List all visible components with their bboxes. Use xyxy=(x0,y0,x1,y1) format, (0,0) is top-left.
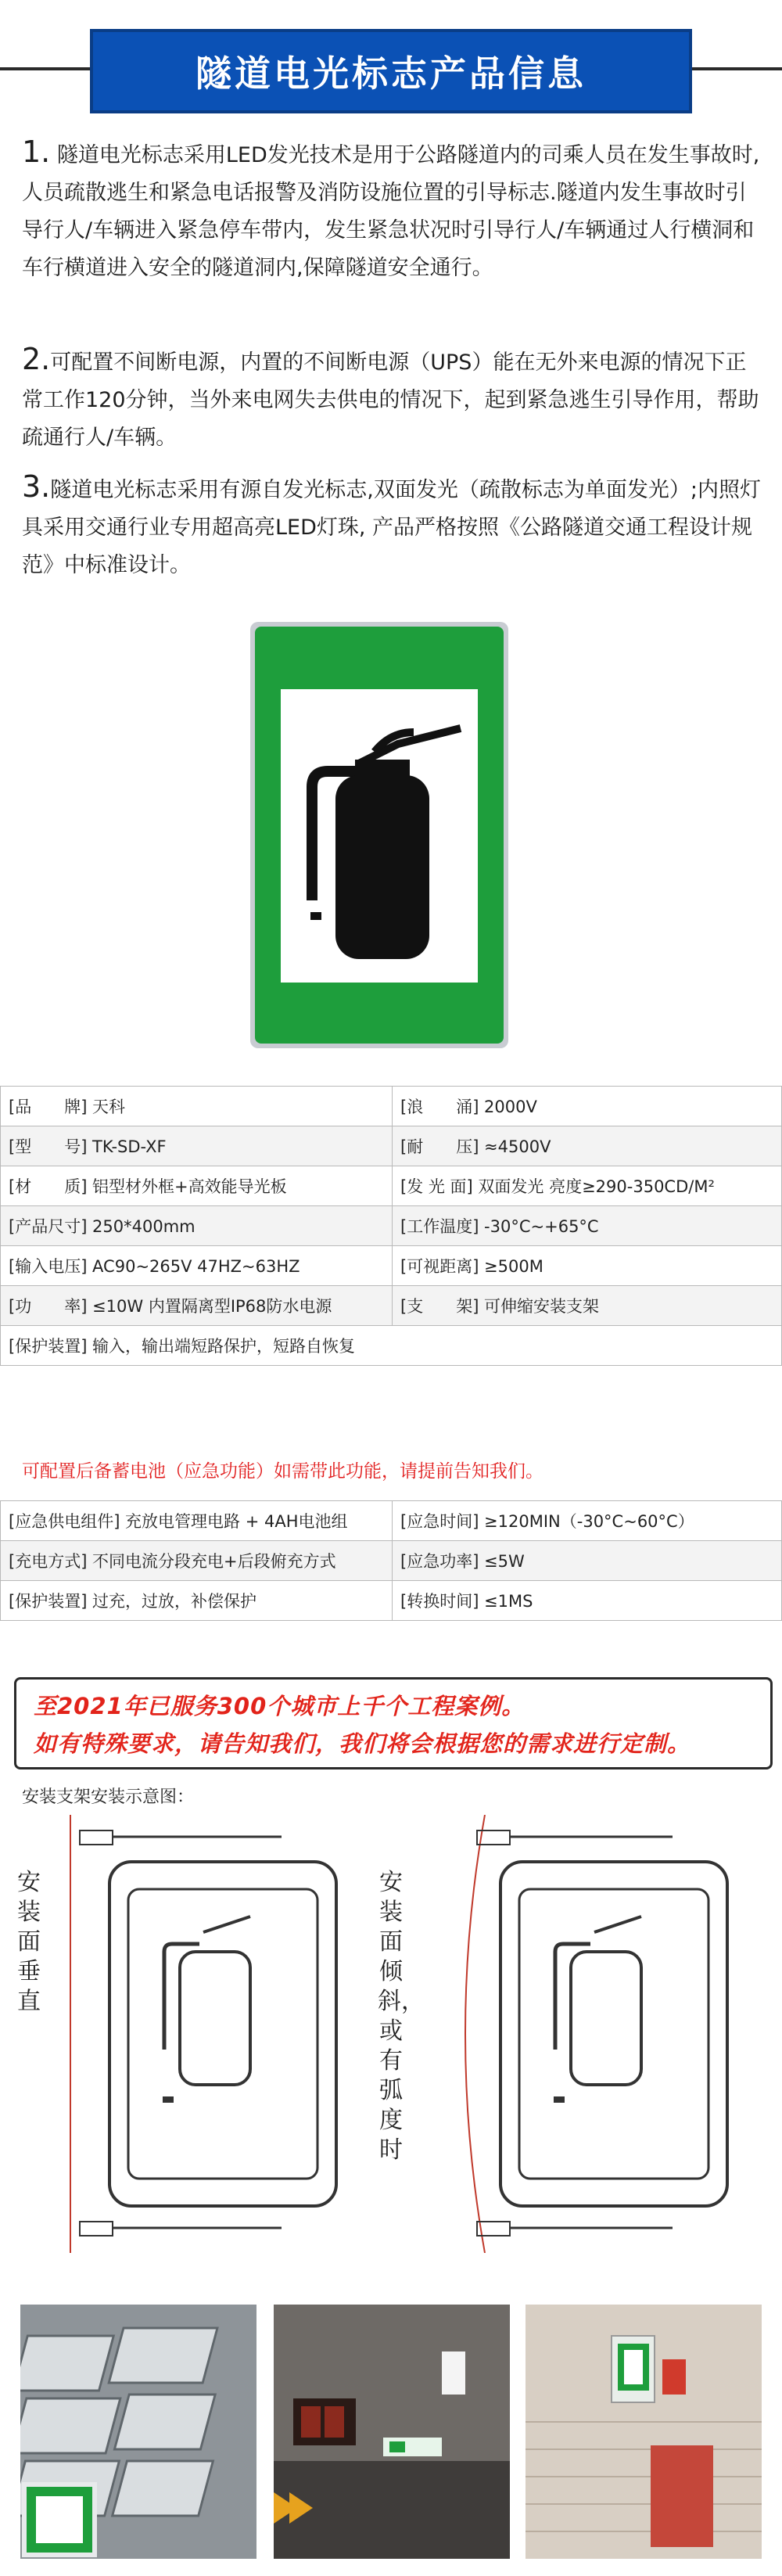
table-cell: [工作温度] -30°C~+65°C xyxy=(393,1206,782,1246)
table-cell: [材 质] 铝型材外框+高效能导光板 xyxy=(1,1166,393,1206)
table-row xyxy=(1,1126,782,1166)
table-cell: [品 牌] 天科 xyxy=(1,1087,393,1126)
table-cell: [产品尺寸] 250*400mm xyxy=(1,1206,393,1246)
table-cell: [输入电压] AC90~265V 47HZ~63HZ xyxy=(1,1246,393,1286)
photo-wall-mounted-sign xyxy=(526,2305,762,2559)
label-vertical-mount: 安装面垂直 xyxy=(17,1869,41,2015)
table-row xyxy=(1,1286,782,1326)
install-diagram-title: 安装支架安装示意图： xyxy=(22,1787,195,1807)
table-cell: [转换时间] ≤1MS xyxy=(393,1581,782,1621)
battery-table xyxy=(0,1500,782,1621)
photo-tunnel-sign xyxy=(274,2305,510,2559)
case-line-2: 如有特殊要求，请告知我们，我们将会根据您的需求进行定制。 xyxy=(34,1730,691,1757)
table-row xyxy=(1,1246,782,1286)
paragraph-number: 3. xyxy=(22,469,51,504)
tunnel-sign-image xyxy=(274,2305,510,2559)
fire-extinguisher-icon xyxy=(281,689,478,983)
header-banner xyxy=(90,29,692,113)
paragraph-text: 隧道电光标志采用有源自发光标志,双面发光（疏散标志为单面发光）;内照灯具采用交通行业专用超高亮LED灯珠, 产品严格按照《公路隧道交通工程设计规范》中标准设计。 xyxy=(22,478,761,577)
table-cell: [保护装置] 输入，输出端短路保护，短路自恢复 xyxy=(1,1326,782,1366)
spec-table xyxy=(0,1086,782,1366)
table-row xyxy=(1,1326,782,1366)
tilted-mount-diagram xyxy=(414,1815,743,2253)
product-sign-image xyxy=(250,622,508,1048)
table-cell: [耐 压] ≈4500V xyxy=(393,1126,782,1166)
table-cell: [应急供电组件] 充放电管理电路 + 4AH电池组 xyxy=(1,1501,393,1541)
table-cell: [功 率] ≤10W 内置隔离型IP68防水电源 xyxy=(1,1286,393,1326)
vertical-mount-diagram xyxy=(47,1815,375,2253)
photo-stacked-signs xyxy=(20,2305,256,2559)
table-cell: [发 光 面] 双面发光 亮度≥290-350CD/M² xyxy=(393,1166,782,1206)
table-cell: [应急时间] ≥120MIN（-30°C~60°C） xyxy=(393,1501,782,1541)
table-cell: [可视距离] ≥500M xyxy=(393,1246,782,1286)
case-banner xyxy=(14,1677,773,1769)
battery-note: 可配置后备蓄电池（应急功能）如需带此功能，请提前告知我们。 xyxy=(22,1461,543,1482)
sign-white-panel xyxy=(281,689,478,983)
table-row xyxy=(1,1501,782,1541)
page-title: 隧道电光标志产品信息 xyxy=(196,52,586,95)
sign-green-panel xyxy=(255,627,504,1044)
wall-mounted-sign-image xyxy=(526,2305,762,2559)
table-cell: [支 架] 可伸缩安装支架 xyxy=(393,1286,782,1326)
paragraph-text: 隧道电光标志采用LED发光技术是用于公路隧道内的司乘人员在发生事故时,人员疏散逃生和紧急电话报警及消防设施位置的引导标志.隧道内发生事故时引导行人/车辆进入紧急停车带内，发生紧急状况时引导行人/车辆通过人行横洞和车行横道进入安全的隧道洞内,保障隧道安全通行。 xyxy=(22,143,760,280)
paragraph-number: 2. xyxy=(22,342,51,376)
stacked-signs-image xyxy=(20,2305,256,2559)
paragraph-number: 1. xyxy=(22,135,51,169)
paragraph-2 xyxy=(22,340,762,457)
table-cell: [充电方式] 不同电流分段充电+后段俯充方式 xyxy=(1,1541,393,1581)
table-row xyxy=(1,1541,782,1581)
table-cell: [保护装置] 过充，过放，补偿保护 xyxy=(1,1581,393,1621)
paragraph-3 xyxy=(22,468,762,584)
header-right-rule xyxy=(692,67,782,70)
case-line-1: 至2021年已服务300个城市上千个工程案例。 xyxy=(34,1693,526,1719)
paragraph-text: 可配置不间断电源，内置的不间断电源（UPS）能在无外来电源的情况下正常工作120分钟，当外来电网失去供电的情况下，起到紧急逃生引导作用，帮助疏通行人/车辆。 xyxy=(22,350,759,450)
header-left-rule xyxy=(0,67,90,70)
table-row xyxy=(1,1166,782,1206)
table-row xyxy=(1,1581,782,1621)
table-row xyxy=(1,1206,782,1246)
table-cell: [型 号] TK-SD-XF xyxy=(1,1126,393,1166)
table-cell: [应急功率] ≤5W xyxy=(393,1541,782,1581)
table-cell: [浪 涌] 2000V xyxy=(393,1087,782,1126)
label-tilted-mount: 安装面倾斜，或有弧度时 xyxy=(378,1869,425,2164)
table-row xyxy=(1,1087,782,1126)
paragraph-1 xyxy=(22,133,762,287)
